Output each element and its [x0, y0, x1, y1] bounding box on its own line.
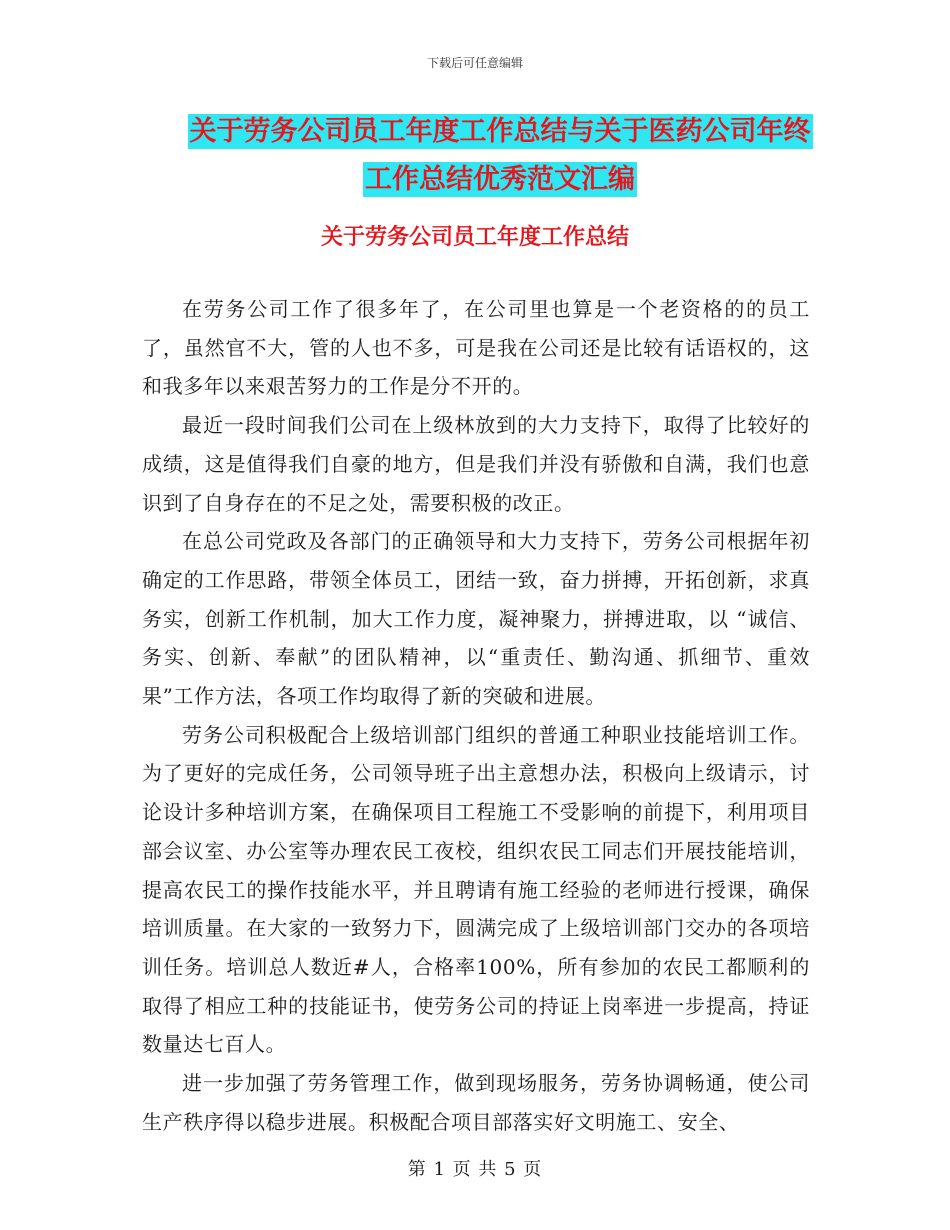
body-text — [142, 290, 810, 1141]
document-title-line-1: 关于劳务公司员工年度工作总结与关于医药公司年终 — [189, 116, 811, 147]
section-title: 关于劳务公司员工年度工作总结 — [320, 225, 629, 250]
page-number-footer: 第 1 页 共 5 页 — [407, 1159, 543, 1180]
paragraph: 在劳务公司工作了很多年了，在公司里也算是一个老资格的的员工了，虽然官不大，管的人也不多，可是我在公司还是比较有话语权的，这和我多年以来艰苦努力的工作是分不开的。 — [142, 297, 810, 399]
paragraph: 进一步加强了劳务管理工作，做到现场服务，劳务协调畅通，使公司生产秩序得以稳步进展。积极配合项目部落实好文明施工、安全、 — [142, 1071, 810, 1134]
paragraph: 最近一段时间我们公司在上级林放到的大力支持下，取得了比较好的成绩，这是值得我们自豪的地方，但是我们并没有骄傲和自满，我们也意识到了自身存在的不足之处，需要积极的改正。 — [142, 413, 810, 515]
document-title-line-2: 工作总结优秀范文汇编 — [365, 164, 635, 195]
header-note: 下载后可任意编辑 — [426, 56, 523, 70]
paragraph: 在总公司党政及各部门的正确领导和大力支持下，劳务公司根据年初确定的工作思路，带领全体员工，团结一致，奋力拼搏，开拓创新，求真务实，创新工作机制，加大工作力度，凝神聚力，拼搏进取，以 “诚信、务实、创新、奉献”的团队精神，以“重责任、勤沟通、抓细节、重效果”工作方法，各项工作均取得了新的突破和进展。 — [142, 529, 810, 709]
paragraph: 劳务公司积极配合上级培训部门组织的普通工种职业技能培训工作。为了更好的完成任务，公司领导班子出主意想办法，积极向上级请示，讨论设计多种培训方案，在确保项目工程施工不受影响的前提下，利用项目部会议室、办公室等办理农民工夜校，组织农民工同志们开展技能培训，提高农民工的操作技能水平，并且聘请有施工经验的老师进行授课，确保培训质量。在大家的一致努力下，圆满完成了上级培训部门交办的各项培训任务。培训总人数近#人，合格率100%，所有参加的农民工都顺利的取得了相应工种的技能证书，使劳务公司的持证上岗率进一步提高，持证数量达七百人。 — [142, 722, 810, 1057]
document-title — [150, 108, 850, 204]
